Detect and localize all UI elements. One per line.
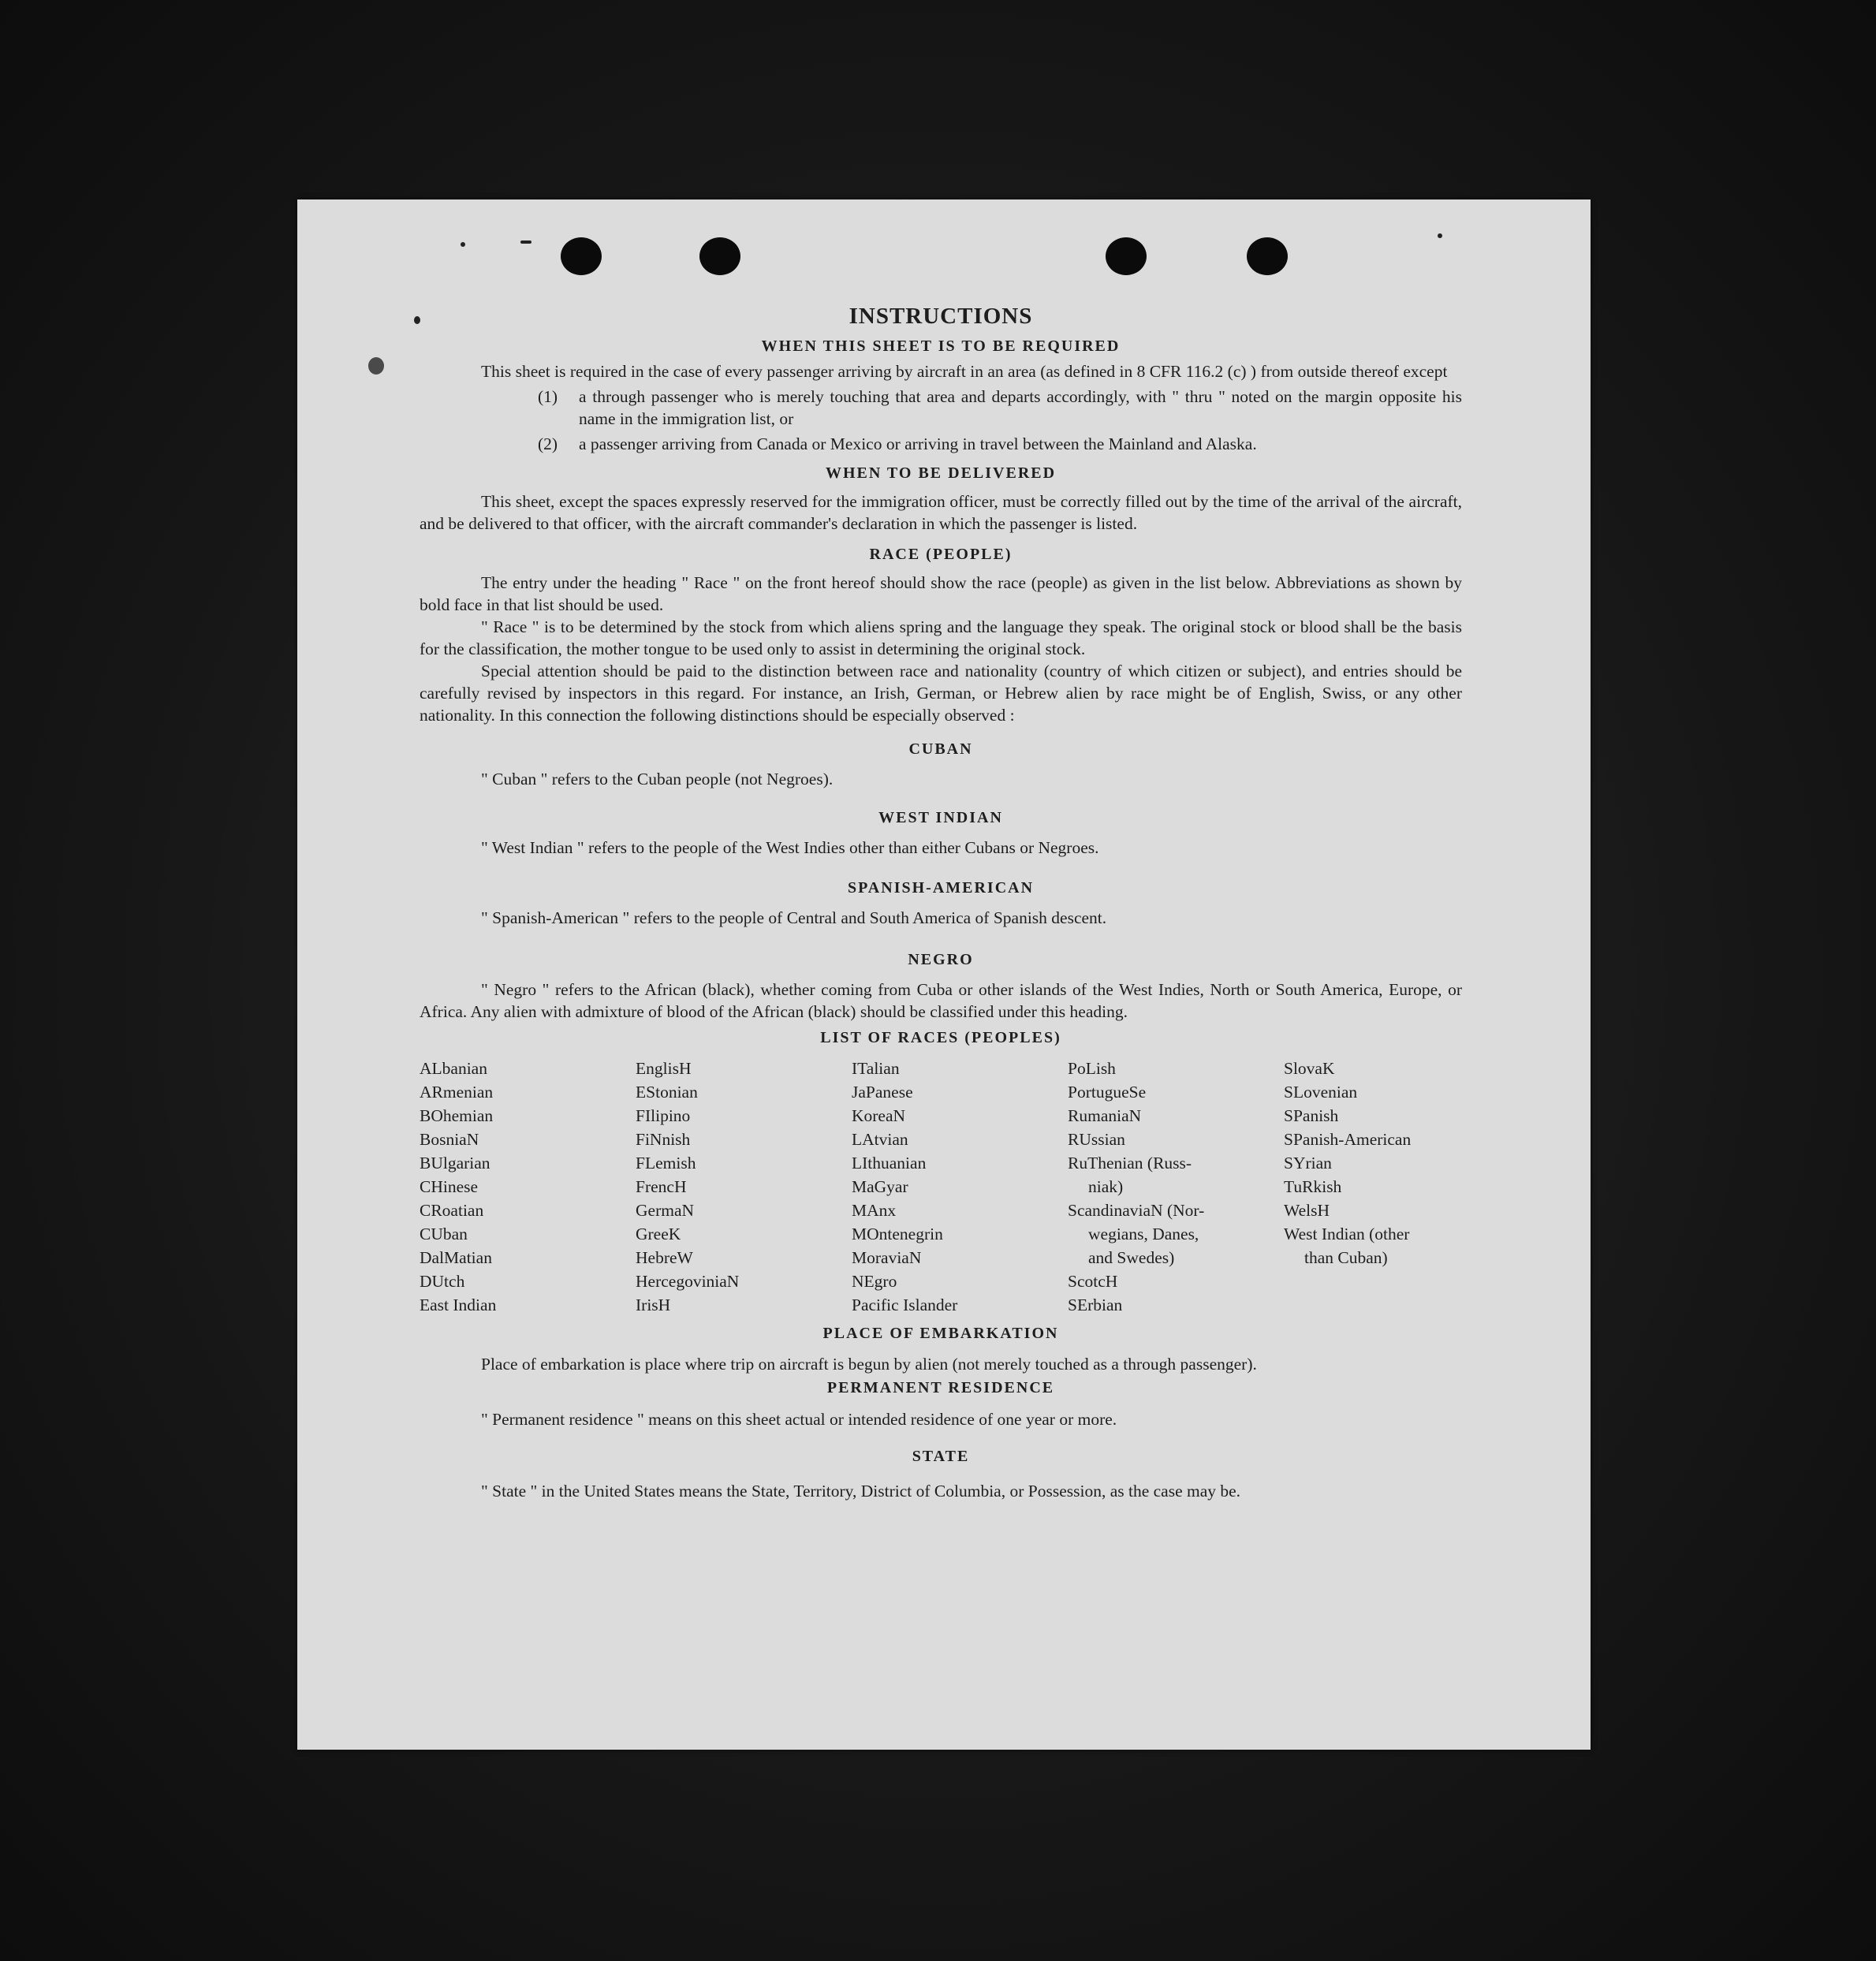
heading-state: STATE — [912, 1448, 970, 1465]
heading-west-indian: WEST INDIAN — [878, 809, 1003, 826]
negro-text: " Negro " refers to the African (black), whether coming from Cuba or other islands of the West Indies, North or South America, Europe, or Africa. Any alien with admixture of blood of the African (black) should be classified under this heading. — [420, 980, 1462, 1021]
heading-list-of-races: LIST OF RACES (PEOPLES) — [820, 1029, 1061, 1046]
speck — [461, 242, 465, 247]
race-entry: KoreaN — [852, 1106, 906, 1125]
heading-when-delivered: WHEN TO BE DELIVERED — [825, 464, 1057, 482]
exception-number: (2) — [538, 434, 558, 453]
race-paragraph: Special attention should be paid to the distinction between race and nationality (country of which citizen or subject), and entries should be carefully revised by inspectors in this regard. For instance, an Irish, German, or Hebrew alien by race might be of English, Swiss, or any other nationality. In this connection the following distinctions should be especially observed : — [420, 662, 1462, 725]
races-column — [1284, 1057, 1473, 1317]
race-entry-continuation: and Swedes) — [1088, 1248, 1175, 1267]
race-entry: DUtch — [420, 1272, 465, 1291]
stain — [368, 357, 384, 375]
when-required-intro: This sheet is required in the case of every passenger arriving by aircraft in an area (as defined in 8 CFR 116.2 (c) ) from outside thereof except — [481, 362, 1448, 381]
race-entry-continuation: niak) — [1088, 1177, 1124, 1196]
cuban-text: " Cuban " refers to the Cuban people (not Negroes). — [481, 770, 834, 789]
race-entry: BOhemian — [420, 1106, 494, 1125]
races-column — [636, 1057, 852, 1317]
residence-text: " Permanent residence " means on this sheet actual or intended residence of one year or more. — [481, 1410, 1117, 1429]
heading-permanent-residence: PERMANENT RESIDENCE — [826, 1379, 1055, 1396]
race-entry: HercegoviniaN — [636, 1272, 740, 1291]
race-entry: RumaniaN — [1068, 1106, 1142, 1125]
state-text: " State " in the United States means the State, Territory, District of Columbia, or Possession, as the case may be. — [481, 1482, 1241, 1501]
race-entry: ScotcH — [1068, 1272, 1118, 1291]
race-entry: MoraviaN — [852, 1248, 922, 1267]
race-entry: EStonian — [636, 1083, 698, 1102]
race-entry: HebreW — [636, 1248, 693, 1267]
punch-hole — [561, 237, 602, 275]
race-paragraph: The entry under the heading " Race " on the front hereof should show the race (people) as given in the list below. Abbreviations as shown by bold face in that list should be used. — [420, 573, 1462, 614]
exception-text: a through passenger who is merely touching that area and departs accordingly, with " thru " noted on the margin opposite his name in the immigration list, or — [579, 387, 1462, 428]
race-entry: IrisH — [636, 1296, 671, 1314]
heading-negro: NEGRO — [908, 951, 974, 968]
race-entry-continuation: wegians, Danes, — [1088, 1225, 1199, 1243]
punch-hole — [699, 237, 740, 275]
race-entry: JaPanese — [852, 1083, 913, 1102]
race-entry: ScandinaviaN (Nor- — [1068, 1201, 1205, 1220]
races-column — [420, 1057, 636, 1317]
race-entry: RUssian — [1068, 1130, 1125, 1149]
when-delivered-text: This sheet, except the spaces expressly reserved for the immigration officer, must be correctly filled out by the time of the arrival of the aircraft, and be delivered to that officer, with the aircraft commander's declaration in which the passenger is listed. — [420, 492, 1462, 533]
race-entry: FIlipino — [636, 1106, 691, 1125]
race-entry: SPanish — [1284, 1106, 1339, 1125]
race-entry: LAtvian — [852, 1130, 908, 1149]
race-entry: NEgro — [852, 1272, 897, 1291]
races-list — [420, 1057, 1462, 1317]
race-entry: Pacific Islander — [852, 1296, 958, 1314]
race-entry: MOntenegrin — [852, 1225, 943, 1243]
race-entry-continuation: than Cuban) — [1304, 1248, 1388, 1267]
race-entry: SErbian — [1068, 1296, 1123, 1314]
punch-hole — [1106, 237, 1147, 275]
race-entry: East Indian — [420, 1296, 497, 1314]
race-entry: MaGyar — [852, 1177, 908, 1196]
race-entry: ALbanian — [420, 1059, 487, 1078]
race-entry: FiNnish — [636, 1130, 691, 1149]
race-entry: FrencH — [636, 1177, 687, 1196]
race-entry: DalMatian — [420, 1248, 492, 1267]
heading-when-required: WHEN THIS SHEET IS TO BE REQUIRED — [761, 337, 1121, 355]
race-entry: SYrian — [1284, 1154, 1332, 1172]
race-entry: WelsH — [1284, 1201, 1330, 1220]
race-entry: CUban — [420, 1225, 468, 1243]
race-entry: PoLish — [1068, 1059, 1116, 1078]
race-entry: PortugueSe — [1068, 1083, 1147, 1102]
race-entry: EnglisH — [636, 1059, 692, 1078]
heading-embarkation: PLACE OF EMBARKATION — [822, 1325, 1059, 1342]
exception-number: (1) — [538, 387, 558, 406]
race-entry: GermaN — [636, 1201, 695, 1220]
exception-item — [538, 433, 1462, 455]
race-entry: CHinese — [420, 1177, 479, 1196]
races-column — [852, 1057, 1068, 1317]
heading-race: RACE (PEOPLE) — [869, 546, 1013, 563]
race-entry: ARmenian — [420, 1083, 494, 1102]
race-entry: CRoatian — [420, 1201, 484, 1220]
instructions-content — [420, 304, 1462, 1505]
spanish-american-text: " Spanish-American " refers to the people of Central and South America of Spanish descent. — [481, 908, 1107, 927]
exception-item — [538, 386, 1462, 430]
race-entry: BUlgarian — [420, 1154, 490, 1172]
races-column — [1068, 1057, 1284, 1317]
race-entry: SlovaK — [1284, 1059, 1335, 1078]
speck — [1438, 233, 1442, 238]
race-entry: West Indian (other — [1284, 1225, 1410, 1243]
page-title: INSTRUCTIONS — [848, 304, 1033, 329]
race-paragraph: " Race " is to be determined by the stock from which aliens spring and the language they speak. The original stock or blood shall be the basis for the classification, the mother tongue to be used only to assist in determining the original stock. — [420, 617, 1462, 658]
punch-hole — [1247, 237, 1288, 275]
embarkation-text: Place of embarkation is place where trip on aircraft is begun by alien (not merely touched as a through passenger). — [481, 1355, 1257, 1374]
heading-spanish-american: SPANISH-AMERICAN — [847, 879, 1035, 897]
speck — [520, 240, 531, 244]
west-indian-text: " West Indian " refers to the people of the West Indies other than either Cubans or Negroes. — [481, 838, 1099, 857]
exception-text: a passenger arriving from Canada or Mexico or arriving in travel between the Mainland and Alaska. — [579, 434, 1257, 453]
race-entry: GreeK — [636, 1225, 681, 1243]
race-entry: ITalian — [852, 1059, 900, 1078]
race-entry: MAnx — [852, 1201, 897, 1220]
heading-cuban: CUBAN — [908, 740, 973, 758]
race-entry: TuRkish — [1284, 1177, 1342, 1196]
race-entry: RuThenian (Russ- — [1068, 1154, 1192, 1172]
instruction-sheet — [297, 199, 1591, 1750]
race-entry: SPanish-American — [1284, 1130, 1412, 1149]
race-entry: LIthuanian — [852, 1154, 927, 1172]
race-entry: FLemish — [636, 1154, 696, 1172]
race-entry: BosniaN — [420, 1130, 479, 1149]
race-entry: SLovenian — [1284, 1083, 1358, 1102]
